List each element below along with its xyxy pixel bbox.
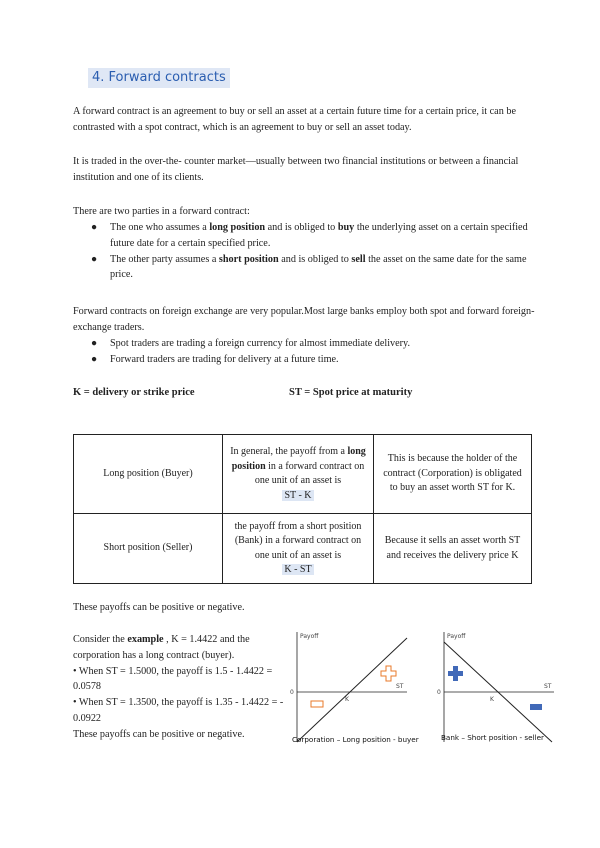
minus-icon: [311, 701, 323, 707]
bullet-icon: ●: [91, 222, 98, 233]
chart-caption: Bank – Short position - seller: [441, 733, 544, 742]
bullet-icon: ●: [91, 353, 98, 365]
paragraph-two-parties: There are two parties in a forward contract:: [73, 206, 250, 217]
example-closing: These payoffs can be positive or negative.: [73, 728, 245, 740]
section-heading: 4. Forward contracts: [88, 68, 230, 88]
paragraph-payoff-sign: These payoffs can be positive or negative.: [73, 602, 245, 613]
bullet-icon: ●: [91, 253, 98, 265]
example-block: [73, 632, 285, 743]
paragraph-fx-forwards: Forward contracts on foreign exchange are very popular.Most large banks employ both spot and forward foreign-exchange traders.: [73, 306, 535, 333]
st-definition: ST = Spot price at maturity: [289, 387, 413, 398]
cell-short-reason: Because it sells an asset worth ST and receives the delivery price K: [374, 514, 532, 584]
cell-short-payoff: the payoff from a short position (Bank) in a forward contract on one unit of an asset is K - ST: [223, 514, 374, 584]
paragraph-otc-market: It is traded in the over-the- counter market—usually between two financial institutions or between a financial institution and one of its clients.: [73, 156, 519, 183]
y-axis-label: Payoff: [447, 633, 466, 640]
minus-icon: [530, 704, 542, 710]
origin-label: 0: [290, 689, 294, 696]
table-row-short: [74, 514, 532, 584]
list-item-forward-traders: ● Forward traders are trading for delivery at a future time.: [73, 352, 543, 368]
plus-icon: [381, 666, 396, 681]
short-position-svg: [436, 628, 566, 750]
example-line-2: • When ST = 1.3500, the payoff is 1.35 - 1.4422 = - 0.0922: [73, 697, 284, 725]
k-label: K: [490, 696, 494, 703]
parties-list: [73, 220, 543, 283]
x-axis-label: ST: [396, 683, 404, 690]
table-row-long: [74, 435, 532, 514]
example-intro: Consider the example , K = 1.4422 and the corporation has a long contract (buyer).: [73, 634, 250, 661]
chart-caption: Corporation – Long position - buyer: [292, 735, 419, 744]
cell-long-position: Long position (Buyer): [74, 435, 223, 514]
k-label: K: [345, 696, 349, 703]
long-payoff-formula: ST - K: [284, 489, 312, 501]
k-definition: K = delivery or strike price: [73, 387, 195, 398]
payoff-line: [297, 638, 407, 742]
plus-icon: [448, 666, 463, 681]
x-axis-label: ST: [544, 683, 552, 690]
short-position-chart: [436, 628, 566, 750]
bullet-icon: ●: [91, 338, 98, 349]
long-position-chart: [287, 628, 421, 750]
long-position-svg: [287, 628, 421, 750]
cell-long-reason: This is because the holder of the contract (Corporation) is obligated to buy an asset worth ST for K.: [374, 435, 532, 514]
traders-list: [73, 336, 543, 368]
list-item-spot-traders: ● Spot traders are trading a foreign currency for almost immediate delivery.: [73, 336, 543, 352]
list-item-short-party: ● The other party assumes a short position and is obliged to sell the asset on the same date for the same price.: [91, 253, 527, 281]
payoff-table: [73, 434, 532, 584]
cell-short-position: Short position (Seller): [74, 514, 223, 584]
origin-label: 0: [437, 689, 441, 696]
y-axis-label: Payoff: [300, 633, 319, 640]
short-payoff-formula: K - ST: [284, 564, 312, 575]
paragraph-definition: A forward contract is an agreement to buy or sell an asset at a certain future time for a certain price, it can be contrasted with a spot contract, which is an agreement to buy or sell an asset today.: [73, 106, 516, 133]
cell-long-payoff: In general, the payoff from a long position in a forward contract on one unit of an asset is ST - K: [223, 435, 374, 514]
example-line-1: • When ST = 1.5000, the payoff is 1.5 - 1.4422 = 0.0578: [73, 665, 273, 693]
list-item-long-party: ● The one who assumes a long position and is obliged to buy the underlying asset on a certain specified future date for a certain specified price.: [91, 222, 528, 249]
